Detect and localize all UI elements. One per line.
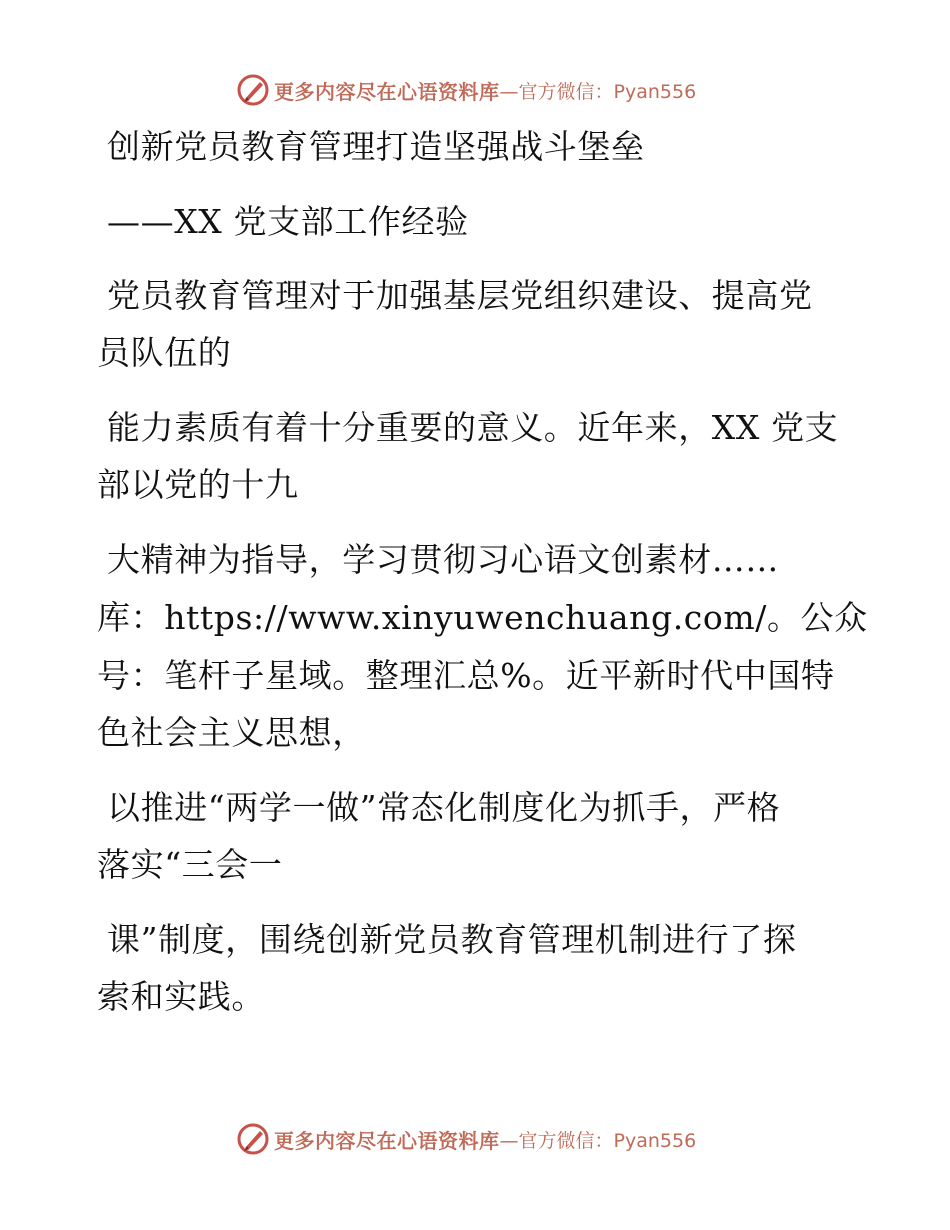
paragraph-line: 部以党的十九: [97, 465, 299, 504]
paragraph-line: 落实“三会一: [97, 845, 283, 884]
paragraph-line: 库：https://www.xinyuwenchuang.com/。公众: [97, 598, 868, 637]
doc-subtitle: ——XX 党支部工作经验: [107, 202, 469, 241]
header-banner: [236, 70, 696, 110]
doc-title: 创新党员教育管理打造坚强战斗堡垒: [107, 127, 645, 166]
banner-wechat: —官方微信：Pyan556: [499, 1129, 697, 1152]
paragraph-line: 索和实践。: [97, 977, 265, 1016]
paragraph-line: 员队伍的: [97, 333, 232, 372]
paragraph-line: 以推进“两学一做”常态化制度化为抓手，严格: [107, 788, 781, 827]
footer-banner: [236, 1119, 696, 1159]
pen-logo-icon: [236, 1122, 270, 1156]
paragraph-line: 大精神为指导，学习贯彻习心语文创素材……: [107, 540, 779, 579]
banner-title: 更多内容尽在心语资料库: [274, 1128, 500, 1153]
banner-wechat: —官方微信：Pyan556: [499, 80, 697, 103]
paragraph-line: 能力素质有着十分重要的意义。近年来，XX 党支: [107, 408, 839, 447]
paragraph-line: 党员教育管理对于加强基层党组织建设、提高党: [107, 276, 813, 315]
banner-title: 更多内容尽在心语资料库: [274, 79, 500, 104]
pen-logo-icon: [236, 73, 270, 107]
paragraph-line: 号：笔杆子星域。整理汇总%。近平新时代中国特: [97, 656, 835, 695]
paragraph-line: 课”制度，围绕创新党员教育管理机制进行了探: [107, 920, 797, 959]
paragraph-line: 色社会主义思想，: [97, 713, 366, 752]
